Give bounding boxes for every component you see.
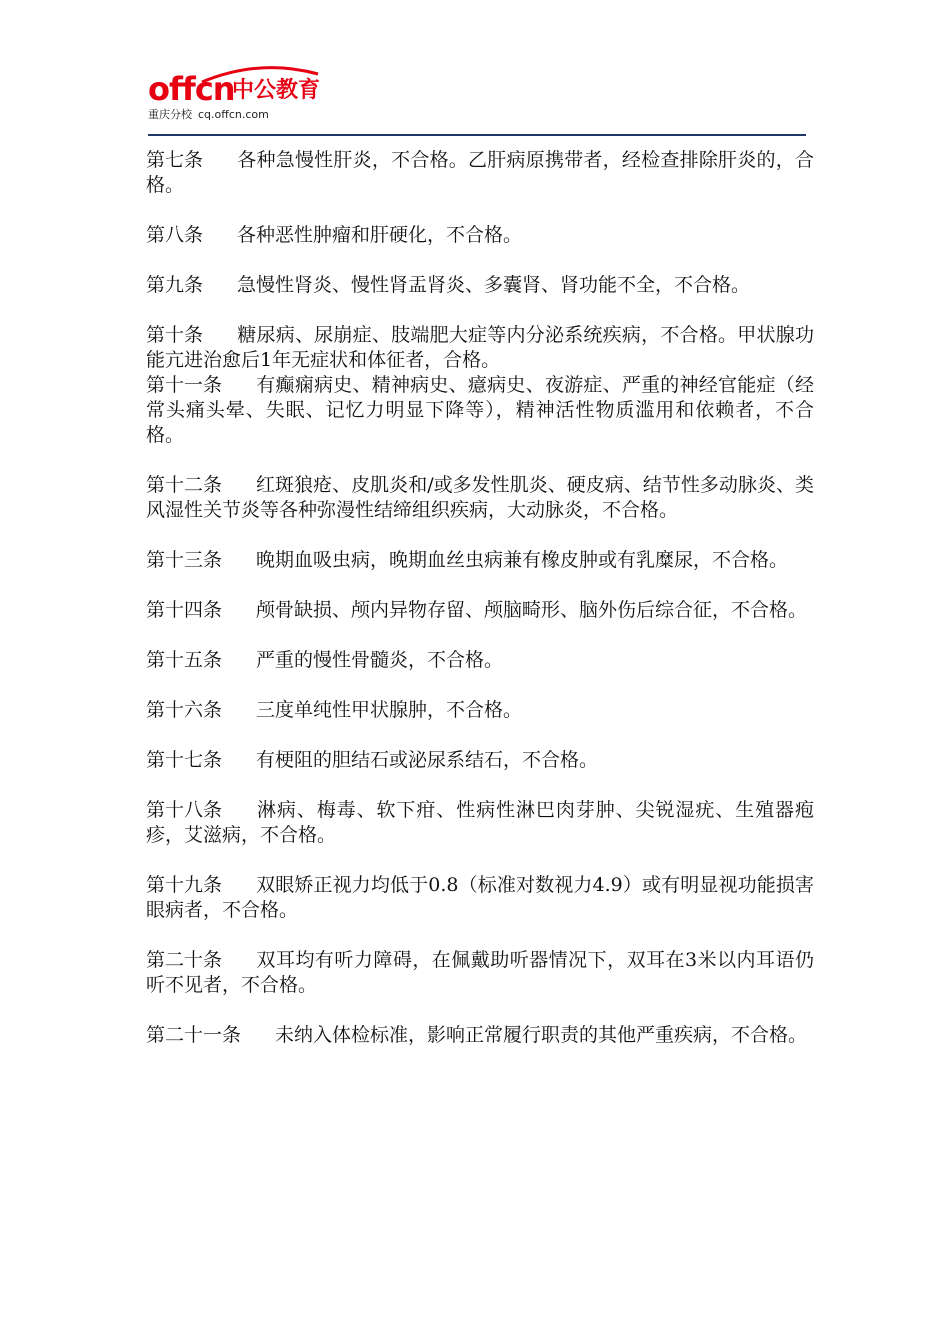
article-text: 红斑狼疮、皮肌炎和/或多发性肌炎、硬皮病、结节性多动脉炎、类风湿性关节炎等各种弥漫性结缔组织疾病，大动脉炎，不合格。 xyxy=(146,474,814,521)
article-14 xyxy=(146,598,814,623)
offcn-logo xyxy=(148,66,328,126)
article-number: 第九条 xyxy=(146,274,204,296)
article-11 xyxy=(146,373,814,448)
logo-brand: 中公教育 xyxy=(232,78,321,103)
article-text: 双耳均有听力障碍，在佩戴助听器情况下，双耳在3米以内耳语仍听不见者，不合格。 xyxy=(146,949,814,996)
article-text: 糖尿病、尿崩症、肢端肥大症等内分泌系统疾病，不合格。甲状腺功能亢进治愈后1年无症状和体征者，合格。 xyxy=(146,324,814,371)
article-number: 第十二条 xyxy=(146,474,223,496)
article-13 xyxy=(146,548,814,573)
article-12 xyxy=(146,473,814,523)
article-number: 第十五条 xyxy=(146,649,223,671)
article-number: 第七条 xyxy=(146,149,204,171)
article-15 xyxy=(146,648,814,673)
article-20 xyxy=(146,948,814,998)
article-number: 第十七条 xyxy=(146,749,223,771)
logo-word-cn: cn xyxy=(194,70,235,108)
article-number: 第十四条 xyxy=(146,599,223,621)
article-text: 有癫痫病史、精神病史、癔病史、夜游症、严重的神经官能症（经常头痛头晕、失眠、记忆力明显下降等），精神活性物质滥用和依赖者，不合格。 xyxy=(146,374,814,446)
article-number: 第十三条 xyxy=(146,549,223,571)
article-text: 未纳入体检标准，影响正常履行职责的其他严重疾病，不合格。 xyxy=(275,1024,808,1046)
article-16 xyxy=(146,698,814,723)
article-10 xyxy=(146,323,814,373)
article-number: 第十一条 xyxy=(146,374,223,396)
article-number: 第十六条 xyxy=(146,699,223,721)
article-17 xyxy=(146,748,814,773)
article-7 xyxy=(146,148,814,198)
article-text: 双眼矫正视力均低于0.8（标准对数视力4.9）或有明显视功能损害眼病者，不合格。 xyxy=(146,874,814,921)
logo-subtitle xyxy=(148,108,269,122)
article-text: 晚期血吸虫病，晚期血丝虫病兼有橡皮肿或有乳糜尿，不合格。 xyxy=(256,549,789,571)
article-text: 有梗阻的胆结石或泌尿系结石，不合格。 xyxy=(256,749,599,771)
article-number: 第十八条 xyxy=(146,799,223,821)
article-text: 严重的慢性骨髓炎，不合格。 xyxy=(256,649,504,671)
article-number: 第八条 xyxy=(146,224,204,246)
article-number: 第十九条 xyxy=(146,874,223,896)
article-8 xyxy=(146,223,814,248)
article-text: 颅骨缺损、颅内异物存留、颅脑畸形、脑外伤后综合征，不合格。 xyxy=(256,599,808,621)
article-text: 各种恶性肿瘤和肝硬化，不合格。 xyxy=(237,224,523,246)
article-9 xyxy=(146,273,814,298)
article-text: 各种急慢性肝炎，不合格。乙肝病原携带者，经检查排除肝炎的，合格。 xyxy=(146,149,814,196)
site-url: cq.offcn.com xyxy=(198,108,269,121)
article-21 xyxy=(146,1023,814,1048)
article-18 xyxy=(146,798,814,848)
article-number: 第十条 xyxy=(146,324,204,346)
article-number: 第二十一条 xyxy=(146,1024,242,1046)
article-text: 急慢性肾炎、慢性肾盂肾炎、多囊肾、肾功能不全，不合格。 xyxy=(237,274,751,296)
header-divider xyxy=(148,134,806,136)
article-text: 淋病、梅毒、软下疳、性病性淋巴肉芽肿、尖锐湿疣、生殖器疱疹，艾滋病，不合格。 xyxy=(146,799,814,846)
logo-word-off: off xyxy=(148,70,195,108)
logo-wordmark xyxy=(148,72,235,106)
page-header xyxy=(0,0,950,140)
article-list xyxy=(146,148,814,1048)
branch-name: 重庆分校 xyxy=(148,108,192,121)
article-text: 三度单纯性甲状腺肿，不合格。 xyxy=(256,699,523,721)
article-number: 第二十条 xyxy=(146,949,223,971)
article-19 xyxy=(146,873,814,923)
